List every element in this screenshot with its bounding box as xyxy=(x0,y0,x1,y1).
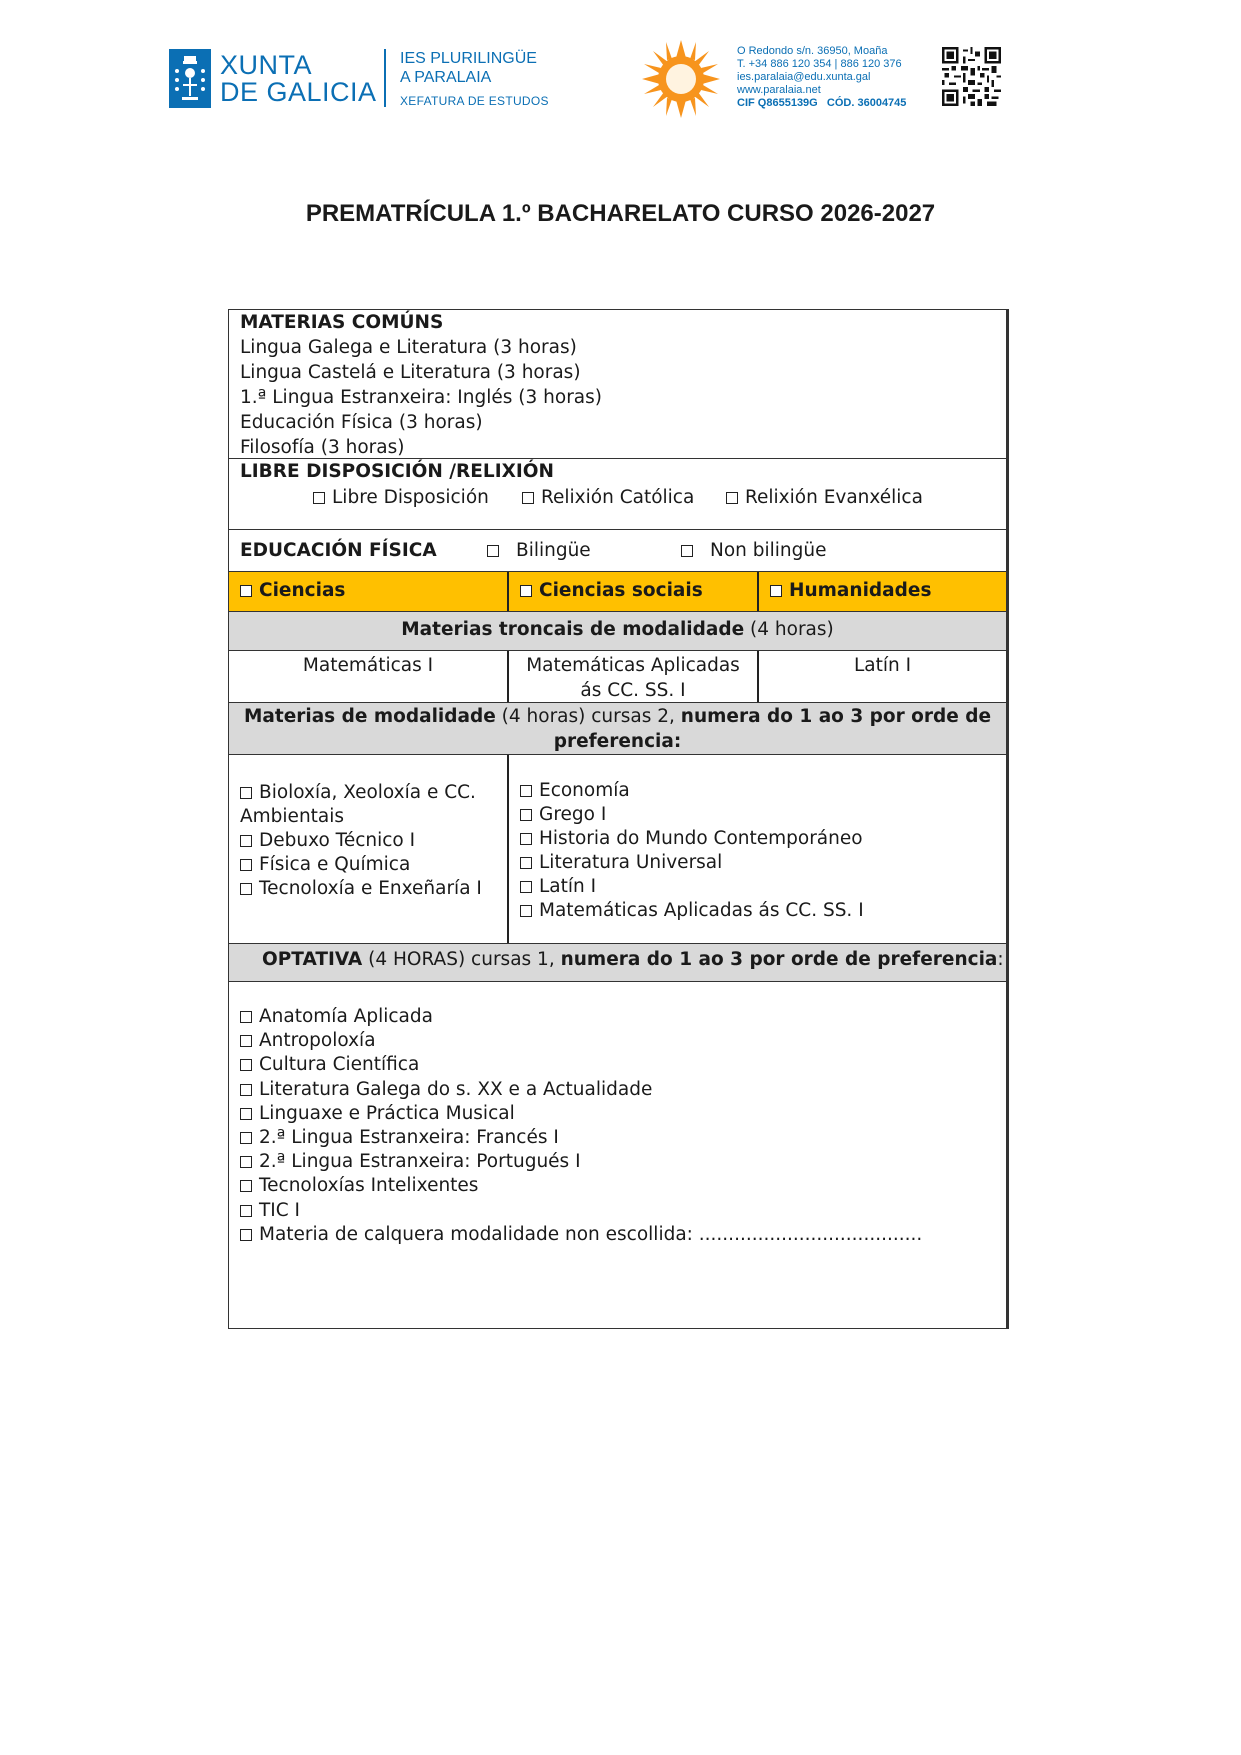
checkbox[interactable] xyxy=(487,545,499,557)
modality-label: Humanidades xyxy=(789,580,932,601)
optativa-option[interactable] xyxy=(240,1126,1006,1150)
modalidade-heading-normal: (4 horas) cursas 2, xyxy=(495,706,681,727)
contact-phone: T. +34 886 120 354 | 886 120 376 xyxy=(737,58,902,70)
school-line1: IES PLURILINGÜE xyxy=(400,50,537,67)
modality-ciencias-sociais[interactable] xyxy=(507,572,757,611)
modality-label: Ciencias sociais xyxy=(539,580,703,601)
checkbox[interactable] xyxy=(770,585,782,597)
checkbox[interactable] xyxy=(240,585,252,597)
troncal-label: ás CC. SS. I xyxy=(580,680,686,701)
troncais-heading-bold: Materias troncais de modalidade xyxy=(401,619,745,640)
optativa-option[interactable] xyxy=(240,1053,1006,1077)
libre-option-catolica[interactable] xyxy=(522,485,694,510)
common-subjects-section xyxy=(229,310,1006,459)
modality-row xyxy=(229,572,1006,612)
paralaia-sun-logo-icon xyxy=(642,40,720,118)
option-label: Historia do Mundo Contemporáneo xyxy=(539,828,863,849)
contact-codes xyxy=(737,97,906,110)
checkbox[interactable] xyxy=(240,883,252,895)
libre-option-evanxelica[interactable] xyxy=(726,485,923,510)
libre-option-libre[interactable] xyxy=(313,485,489,510)
optativa-heading-bold1: OPTATIVA xyxy=(262,949,363,970)
option-label: Relixión Católica xyxy=(541,487,695,508)
modalidade-option[interactable] xyxy=(520,875,1006,899)
checkbox[interactable] xyxy=(240,1229,252,1241)
checkbox[interactable] xyxy=(520,785,532,797)
checkbox[interactable] xyxy=(520,857,532,869)
option-label: Economía xyxy=(539,780,630,801)
header-divider xyxy=(384,49,386,107)
page-title: PREMATRÍCULA 1.º BACHARELATO CURSO 2026-2027 xyxy=(305,200,936,227)
code-label: CÓD. xyxy=(826,97,855,109)
checkbox[interactable] xyxy=(240,1084,252,1096)
modalidade-option[interactable] xyxy=(520,899,1006,923)
optativa-option[interactable] xyxy=(240,1223,1006,1247)
option-label: Matemáticas Aplicadas ás CC. SS. I xyxy=(539,900,864,921)
modalidade-option[interactable] xyxy=(240,829,507,853)
common-item: Filosofía (3 horas) xyxy=(240,437,405,458)
checkbox[interactable] xyxy=(520,809,532,821)
option-label: Física e Química xyxy=(259,854,411,875)
optativa-option[interactable] xyxy=(240,1005,1006,1029)
checkbox[interactable] xyxy=(520,585,532,597)
option-label: Tecnoloxía e Enxeñaría I xyxy=(259,878,482,899)
prematricula-form xyxy=(228,309,1009,1329)
option-label: Bilingüe xyxy=(516,540,591,561)
option-label-continuation: Ambientais xyxy=(240,806,345,827)
option-label: Literatura Galega do s. XX e a Actualidade xyxy=(259,1078,653,1100)
option-label: Non bilingüe xyxy=(710,540,827,561)
troncais-heading xyxy=(229,612,1006,651)
department-label: XEFATURA DE ESTUDOS xyxy=(400,94,549,108)
school-line2: A PARALAIA xyxy=(400,69,492,86)
checkbox[interactable] xyxy=(240,1035,252,1047)
modalidade-option[interactable] xyxy=(520,803,1006,827)
xunta-emblem-icon xyxy=(169,49,211,108)
option-label: 2.ª Lingua Estranxeira: Francés I xyxy=(259,1127,559,1149)
modalidade-heading-bold1: Materias de modalidade xyxy=(243,706,496,727)
contact-block xyxy=(737,45,906,110)
checkbox[interactable] xyxy=(240,1180,252,1192)
checkbox[interactable] xyxy=(240,859,252,871)
org-line1: XUNTA xyxy=(220,50,313,80)
option-label: Materia de calquera modalidade non escollida: ...................................... xyxy=(259,1223,923,1245)
option-label: Latín I xyxy=(539,876,597,897)
optativa-heading xyxy=(229,944,1006,982)
checkbox[interactable] xyxy=(240,1156,252,1168)
checkbox[interactable] xyxy=(240,1011,252,1023)
modality-humanidades[interactable] xyxy=(757,572,1006,611)
contact-email[interactable]: ies.paralaia@edu.xunta.gal xyxy=(737,71,871,83)
common-item: Educación Física (3 horas) xyxy=(240,412,483,433)
modalidade-lists-row xyxy=(229,755,1006,944)
checkbox[interactable] xyxy=(726,492,738,504)
modalidade-option[interactable] xyxy=(240,853,507,877)
checkbox[interactable] xyxy=(520,833,532,845)
option-label: Antropoloxía xyxy=(259,1030,376,1052)
option-label: 2.ª Lingua Estranxeira: Portugués I xyxy=(259,1151,581,1173)
checkbox[interactable] xyxy=(681,545,693,557)
modalidade-left-list xyxy=(229,755,507,943)
option-label: Debuxo Técnico I xyxy=(259,830,416,851)
troncal-label: Matemáticas I xyxy=(302,655,434,676)
optativa-option[interactable] xyxy=(240,1174,1006,1198)
option-label: Relixión Evanxélica xyxy=(745,487,923,508)
modalidade-option[interactable] xyxy=(520,779,1006,803)
option-label: TIC I xyxy=(259,1199,301,1221)
modalidade-option[interactable] xyxy=(520,827,1006,851)
option-label: Bioloxía, Xeoloxía e CC. xyxy=(259,782,476,803)
checkbox[interactable] xyxy=(522,492,534,504)
optativa-option[interactable] xyxy=(240,1199,1006,1223)
optativa-list xyxy=(229,982,1006,1328)
optativa-heading-bold2: numera do 1 ao 3 por orde de preferencia xyxy=(560,949,998,970)
modality-ciencias[interactable] xyxy=(229,572,507,611)
checkbox[interactable] xyxy=(240,1059,252,1071)
checkbox[interactable] xyxy=(520,905,532,917)
checkbox[interactable] xyxy=(240,835,252,847)
option-label: Anatomía Aplicada xyxy=(259,1006,433,1027)
xunta-wordmark xyxy=(220,52,377,106)
troncal-ciencias-sociais xyxy=(507,651,757,702)
troncais-heading-rest: (4 horas) xyxy=(744,619,834,640)
ef-option-bilingue[interactable] xyxy=(487,538,591,563)
code-value: 36004745 xyxy=(857,97,907,109)
modalidade-option[interactable] xyxy=(240,877,507,901)
troncal-humanidades xyxy=(757,651,1006,702)
modalidade-option[interactable] xyxy=(520,851,1006,875)
checkbox[interactable] xyxy=(240,1205,252,1217)
libre-religion-section xyxy=(229,459,1006,530)
qr-code-icon xyxy=(942,47,1001,106)
common-item: Lingua Castelá e Literatura (3 horas) xyxy=(240,362,581,383)
checkbox[interactable] xyxy=(240,787,252,799)
common-heading: MATERIAS COMÚNS xyxy=(240,312,444,333)
modalidade-heading-line2: preferencia: xyxy=(553,731,682,752)
option-label: Grego I xyxy=(539,804,607,825)
checkbox[interactable] xyxy=(313,492,325,504)
cif-value: Q8655139G xyxy=(757,97,818,109)
cif-label: CIF xyxy=(737,97,755,109)
option-label: Libre Disposición xyxy=(332,487,489,508)
contact-address: O Redondo s/n. 36950, Moaña xyxy=(737,45,888,57)
libre-heading: LIBRE DISPOSICIÓN /RELIXIÓN xyxy=(240,461,554,482)
troncal-ciencias xyxy=(229,651,507,702)
optativa-option[interactable] xyxy=(240,1078,1006,1102)
troncal-label: Latín I xyxy=(853,655,912,676)
optativa-heading-end: : xyxy=(997,949,1004,970)
option-label: Literatura Universal xyxy=(539,852,723,873)
optativa-option[interactable] xyxy=(240,1102,1006,1126)
option-label: Cultura Científica xyxy=(259,1054,420,1076)
modality-label: Ciencias xyxy=(259,580,346,601)
ef-option-non-bilingue[interactable] xyxy=(681,538,827,563)
troncal-label: Matemáticas Aplicadas xyxy=(526,655,740,676)
school-block xyxy=(400,49,549,109)
ef-section xyxy=(229,530,1006,572)
contact-web[interactable]: www.paralaia.net xyxy=(737,84,821,96)
org-line2: DE GALICIA xyxy=(220,77,377,107)
common-item: 1.ª Lingua Estranxeira: Inglés (3 horas) xyxy=(240,387,602,408)
modalidade-heading-bold2: numera do 1 ao 3 por orde de xyxy=(680,706,992,727)
checkbox[interactable] xyxy=(240,1108,252,1120)
common-item: Lingua Galega e Literatura (3 horas) xyxy=(240,337,577,358)
optativa-option[interactable] xyxy=(240,1029,1006,1053)
troncais-subjects-row xyxy=(229,651,1006,703)
checkbox[interactable] xyxy=(240,1132,252,1144)
checkbox[interactable] xyxy=(520,881,532,893)
modalidade-heading xyxy=(229,703,1006,755)
ef-heading: EDUCACIÓN FÍSICA xyxy=(240,540,437,561)
option-label: Linguaxe e Práctica Musical xyxy=(259,1102,515,1124)
modalidade-right-list xyxy=(507,755,1006,943)
optativa-heading-normal: (4 HORAS) cursas 1, xyxy=(362,949,561,970)
modalidade-option[interactable] xyxy=(240,781,507,805)
option-label: Tecnoloxías Intelixentes xyxy=(259,1175,479,1197)
optativa-option[interactable] xyxy=(240,1150,1006,1174)
